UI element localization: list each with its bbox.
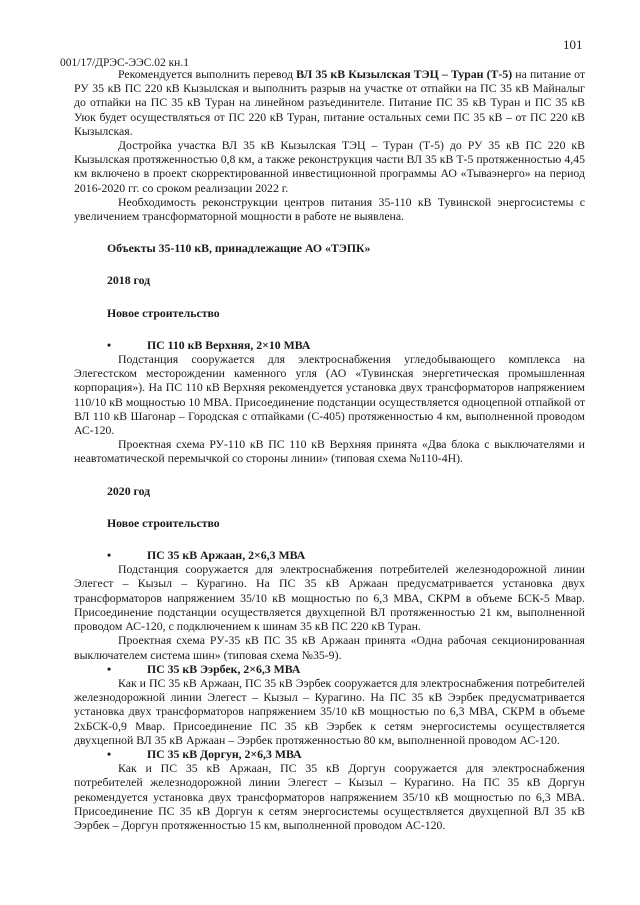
paragraph-arzhaan-description: Подстанция сооружается для электроснабжения потребителей железнодорожной линии Элегест – Кызыл – Курагино. На ПС 35 кВ Аржаан предусматривается установка двух трансформаторов напряжением 35/10 кВ мощностью по 6,3 МВА, СКРМ в объеме БСК-5 Мвар. Присоединение подстанции осуществляется двухцепной ВЛ протяженностью 21 км, выполненной проводом АС-120, с подключением к шинам 35 кВ ПС 220 кВ Туран. xyxy=(74,562,585,634)
bullet-icon: • xyxy=(107,337,112,352)
bullet-title: ПС 35 кВ Ээрбек, 2×6,3 МВА xyxy=(147,661,301,676)
paragraph-arzhaan-scheme: Проектная схема РУ-35 кВ ПС 35 кВ Аржаан принята «Одна рабочая секционированная выключателем система шин» (типовая схема №35-9). xyxy=(74,633,585,662)
bullet-heading-eerbek xyxy=(74,662,585,676)
paragraph-eerbek-description: Как и ПС 35 кВ Аржаан, ПС 35 кВ Ээрбек сооружается для электроснабжения потребителей железнодорожной линии Элегест – Кызыл – Курагино. На ПС 35 кВ Ээрбек предусматривается установка двух трансформаторов напряжением 35/10 кВ мощностью по 6,3 МВА, СКРМ в объеме 2хБСК-0,9 Мвар. Присоединение ПС 35 кВ Ээрбек к сетям энергосистемы осуществляется двухцепной ВЛ 35 кВ Аржаан – Ээрбек протяженностью 80 км, выполненной проводом АС-120. xyxy=(74,675,585,747)
bullet-heading-verkhnyaya xyxy=(74,338,585,352)
bullet-title: ПС 110 кВ Верхняя, 2×10 МВА xyxy=(147,337,311,352)
paragraph-dorgun-description: Как и ПС 35 кВ Аржаан, ПС 35 кВ Доргун сооружается для электроснабжения потребителей железнодорожной линии Элегест – Кызыл – Курагино. На ПС 35 кВ Доргун рекомендуется установка двух трансформаторов напряжением 35/10 кВ мощностью по 6,3 МВА. Присоединение ПС 35 кВ Доргун к сетям энергосистемы осуществляется двухцепной ВЛ 35 кВ Ээрбек – Доргун протяженностью 15 км, выполненной проводом АС-120. xyxy=(74,761,585,832)
section-heading-objects: Объекты 35-110 кВ, принадлежащие АО «ТЭПК» xyxy=(107,241,371,256)
bullet-title: ПС 35 кВ Аржаан, 2×6,3 МВА xyxy=(147,548,306,563)
document-id: 001/17/ДРЭС-ЭЭС.02 кн.1 xyxy=(60,57,189,69)
subheading-new-construction: Новое строительство xyxy=(107,515,220,530)
paragraph-recommendation xyxy=(74,67,585,138)
year-heading-2020: 2020 год xyxy=(107,483,151,498)
paragraph-text: на питание от РУ 35 кВ ПС 220 кВ Кызылская и выполнить разрыв на участке от отпайки на ПС 35 кВ Майналыг до отпайки на ПС 35 кВ Туран на линейном разъединителе. Питание ПС 35 кВ Туран и ПС 35 кВ Уюк будет осуществляться от ПС 220 кВ Туран, питание остальных семи ПС 35 кВ – от ПС 220 кВ Кызылская. xyxy=(74,67,586,138)
bullet-icon: • xyxy=(107,661,112,676)
paragraph-text: Рекомендуется выполнить перевод xyxy=(118,67,297,81)
bullet-heading-arzhaan xyxy=(74,548,585,562)
paragraph-necessity: Необходимость реконструкции центров питания 35-110 кВ Тувинской энергосистемы с увеличением трансформаторной мощности в работе не выявлена. xyxy=(74,194,585,224)
page-number: 101 xyxy=(563,37,583,52)
subheading-new-construction: Новое строительство xyxy=(107,305,220,320)
paragraph-verkhnyaya-scheme: Проектная схема РУ-110 кВ ПС 110 кВ Верхняя принята «Два блока с выключателями и неавтоматической перемычкой со стороны линии» (типовая схема №110-4Н). xyxy=(74,437,585,466)
bullet-icon: • xyxy=(107,548,112,563)
document-body xyxy=(74,67,585,832)
year-heading-2018: 2018 год xyxy=(107,273,151,288)
paragraph-completion: Достройка участка ВЛ 35 кВ Кызылская ТЭЦ – Туран (Т-5) до РУ 35 кВ ПС 220 кВ Кызылская протяженностью 0,8 км, а также реконструкция части ВЛ 35 кВ Т-5 протяженностью 4,45 км включено в проект скорректированной инвестиционной программы АО «Тываэнерго» на период 2016-2020 гг. со сроком реализации 2022 г. xyxy=(74,138,585,195)
bullet-title: ПС 35 кВ Доргун, 2×6,3 МВА xyxy=(147,746,302,761)
line-name-bold: ВЛ 35 кВ Кызылская ТЭЦ – Туран (Т-5) xyxy=(296,67,513,81)
bullet-icon: • xyxy=(107,746,112,761)
bullet-heading-dorgun xyxy=(74,747,585,761)
paragraph-verkhnyaya-description: Подстанция сооружается для электроснабжения угледобывающего комплекса на Элегестском месторождении каменного угля (АО «Тувинская энергетическая промышленная корпорация»). На ПС 110 кВ Верхняя рекомендуется установка двух трансформаторов напряжением 110/10 кВ мощностью 10 МВА. Присоединение подстанции осуществляется одноцепной отпайкой от ВЛ 110 кВ Шагонар – Городская с отпайками (С-405) протяженностью 4 км, выполненной проводом АС-120. xyxy=(74,352,585,438)
